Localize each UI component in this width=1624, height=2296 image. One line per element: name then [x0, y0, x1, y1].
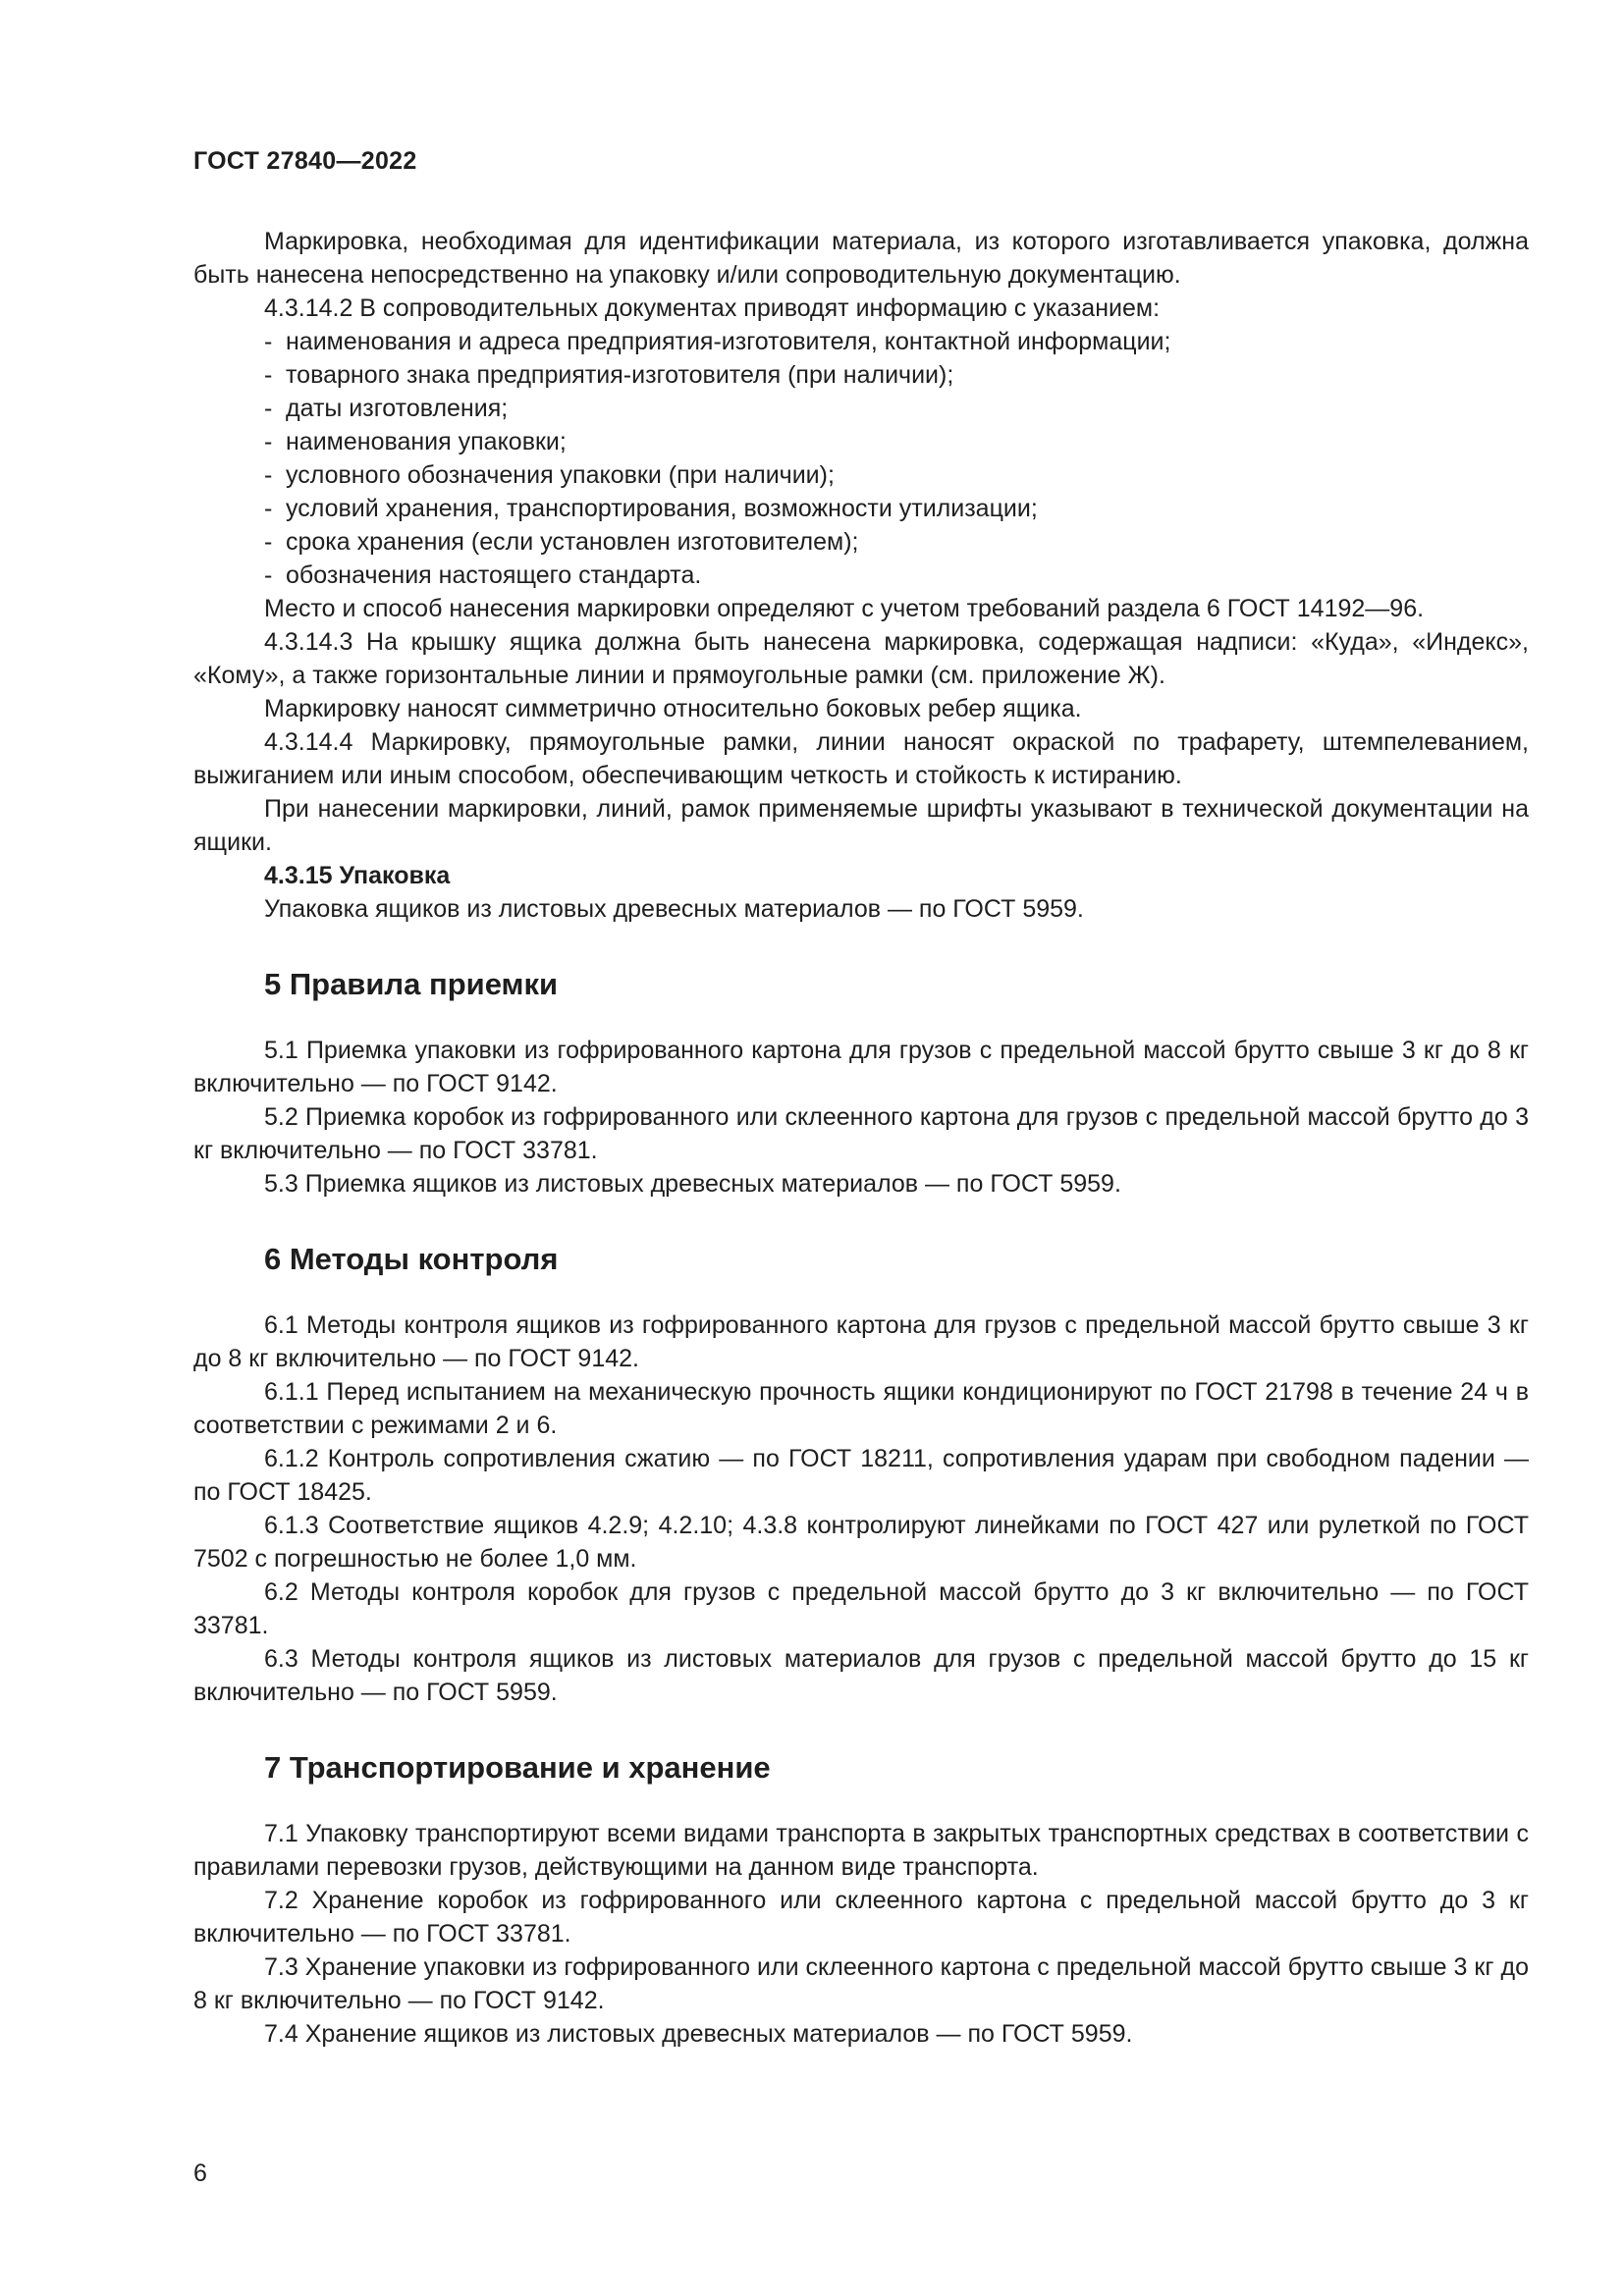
paragraph: 7.3 Хранение упаковки из гофрированного или склеенного картона с предельной массой брутто свыше 3 кг до 8 кг включительно — по ГОСТ 9142.: [193, 1953, 1529, 2014]
list-item: - товарного знака предприятия-изготовителя (при наличии);: [193, 358, 1529, 392]
paragraph: При нанесении маркировки, линий, рамок применяемые шрифты указывают в технической документации на ящики.: [193, 795, 1529, 856]
paragraph: Упаковка ящиков из листовых древесных материалов — по ГОСТ 5959.: [264, 895, 1084, 923]
section-heading: 7 Транспортирование и хранение: [264, 1750, 771, 1785]
list-dash: -: [264, 561, 273, 589]
paragraph: 5.3 Приемка ящиков из листовых древесных материалов — по ГОСТ 5959.: [264, 1170, 1121, 1198]
list-item: - даты изготовления;: [193, 392, 1529, 425]
paragraph: 6.1 Методы контроля ящиков из гофрированного картона для грузов с предельной массой брутто свыше 3 кг до 8 кг включительно — по ГОСТ 9142.: [193, 1311, 1529, 1372]
paragraph: 4.3.14.3 На крышку ящика должна быть нанесена маркировка, содержащая надписи: «Куда», «Индекс», «Кому», а также горизонтальные линии и прямоугольные рамки (см. приложение Ж).: [193, 628, 1529, 689]
list-item: - условий хранения, транспортирования, возможности утилизации;: [193, 492, 1529, 525]
list-item: - срока хранения (если установлен изготовителем);: [193, 525, 1529, 559]
paragraph: 6.3 Методы контроля ящиков из листовых материалов для грузов с предельной массой брутто до 15 кг включительно — по ГОСТ 5959.: [193, 1645, 1529, 1706]
document-header: ГОСТ 27840—2022: [193, 147, 417, 175]
list-dash: -: [264, 328, 273, 355]
list-dash: -: [264, 461, 273, 489]
paragraph: 6.1.2 Контроль сопротивления сжатию — по ГОСТ 18211, сопротивления ударам при свободном падении — по ГОСТ 18425.: [193, 1445, 1529, 1506]
list-dash: -: [264, 428, 273, 455]
section-heading: 6 Методы контроля: [264, 1242, 559, 1276]
paragraph: Место и способ нанесения маркировки определяют с учетом требований раздела 6 ГОСТ 14192—96.: [264, 595, 1425, 622]
paragraph: 4.3.14.4 Маркировку, прямоугольные рамки, линии наносят окраской по трафарету, штемпелеванием, выжиганием или иным способом, обеспечивающим четкость и стойкость к истиранию.: [193, 728, 1529, 789]
list-item: - условного обозначения упаковки (при наличии);: [193, 458, 1529, 492]
paragraph: 7.2 Хранение коробок из гофрированного или склеенного картона с предельной массой брутто до 3 кг включительно — по ГОСТ 33781.: [193, 1887, 1529, 1948]
list-item: - наименования упаковки;: [193, 425, 1529, 458]
paragraph: 7.4 Хранение ящиков из листовых древесных материалов — по ГОСТ 5959.: [264, 2020, 1133, 2048]
paragraph: Маркировка, необходимая для идентификации материала, из которого изготавливается упаковка, должна быть нанесена непосредственно на упаковку и/или сопроводительную документацию.: [193, 228, 1529, 289]
paragraph: 7.1 Упаковку транспортируют всеми видами транспорта в закрытых транспортных средствах в соответствии с правилами перевозки грузов, действующими на данном виде транспорта.: [193, 1820, 1529, 1881]
list-dash: -: [264, 495, 273, 522]
section-heading: 5 Правила приемки: [264, 967, 559, 1001]
subsection-heading: 4.3.15 Упаковка: [264, 862, 451, 889]
paragraph: 4.3.14.2 В сопроводительных документах приводят информацию с указанием:: [264, 294, 1161, 322]
paragraph: 5.2 Приемка коробок из гофрированного или склеенного картона для грузов с предельной массой брутто до 3 кг включительно — по ГОСТ 33781.: [193, 1103, 1529, 1164]
requirements-list: [193, 325, 1529, 592]
paragraph: 6.2 Методы контроля коробок для грузов с предельной массой брутто до 3 кг включительно — по ГОСТ 33781.: [193, 1578, 1529, 1639]
page-number: 6: [193, 2160, 207, 2187]
list-item: - наименования и адреса предприятия-изготовителя, контактной информации;: [193, 325, 1529, 358]
document-body: [193, 225, 1529, 2051]
paragraph: 6.1.1 Перед испытанием на механическую прочность ящики кондиционируют по ГОСТ 21798 в течение 24 ч в соответствии с режимами 2 и 6.: [193, 1378, 1529, 1439]
paragraph: 6.1.3 Соответствие ящиков 4.2.9; 4.2.10; 4.3.8 контролируют линейками по ГОСТ 427 или рулеткой по ГОСТ 7502 с погрешностью не более 1,0 мм.: [193, 1512, 1529, 1573]
list-dash: -: [264, 528, 273, 556]
paragraph: Маркировку наносят симметрично относительно боковых ребер ящика.: [264, 695, 1082, 722]
list-dash: -: [264, 361, 273, 389]
list-item: - обозначения настоящего стандарта.: [193, 559, 1529, 592]
paragraph: 5.1 Приемка упаковки из гофрированного картона для грузов с предельной массой брутто свыше 3 кг до 8 кг включительно — по ГОСТ 9142.: [193, 1037, 1529, 1097]
list-dash: -: [264, 395, 273, 422]
